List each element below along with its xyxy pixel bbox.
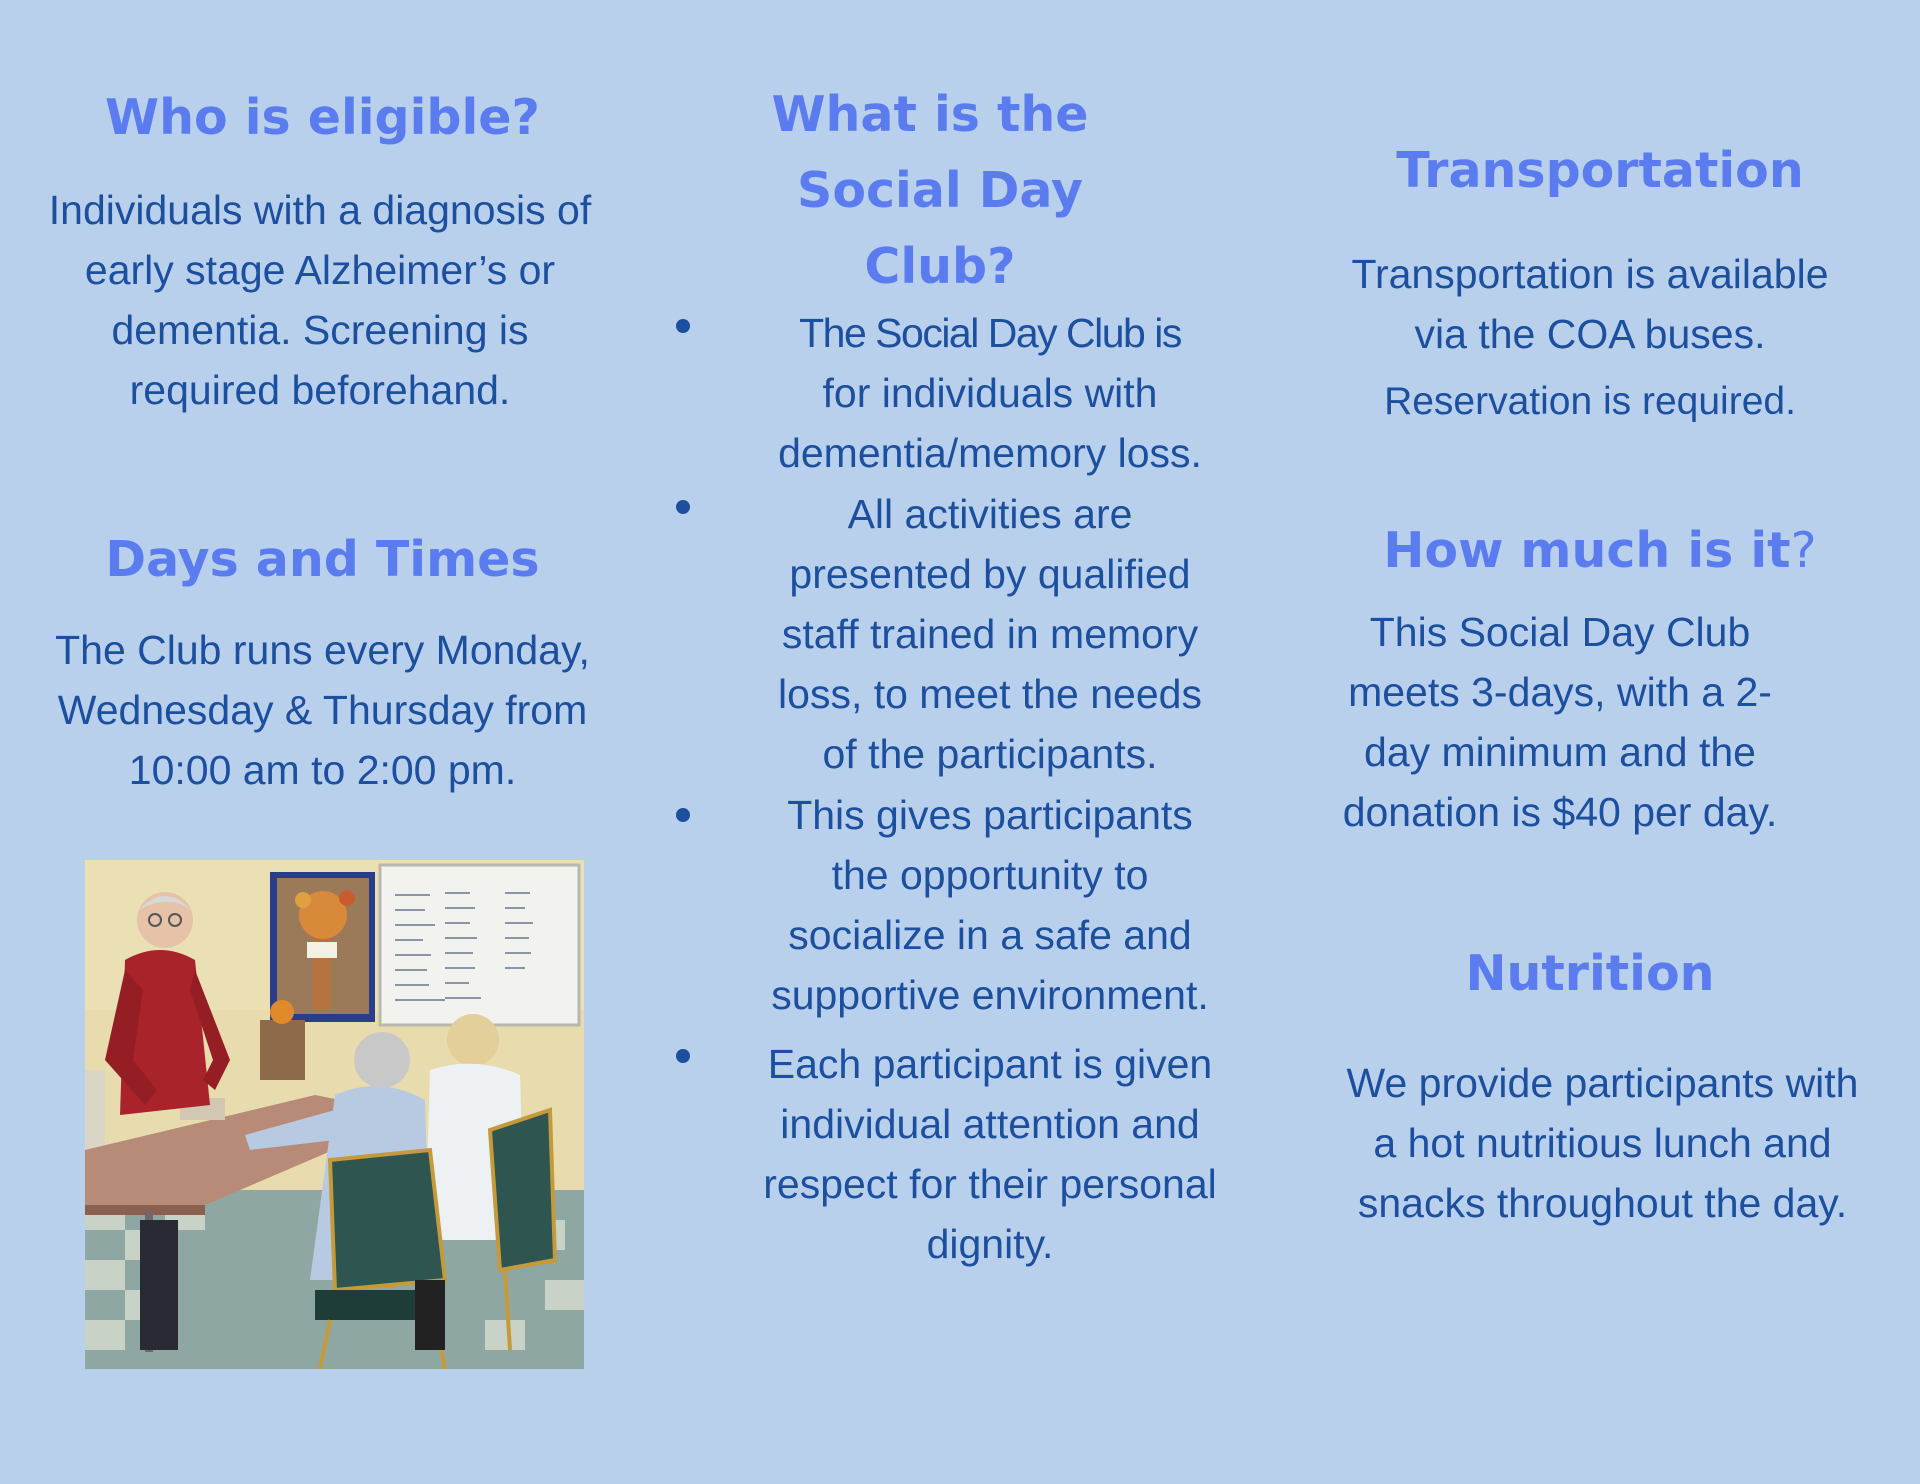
- club-bullet-1: [720, 303, 1260, 483]
- bullet-line: All activities are: [847, 491, 1133, 537]
- days-times-line: Wednesday & Thursday from: [57, 687, 588, 733]
- bullet-line: The Social Day Club is: [799, 310, 1181, 356]
- club-activity-illustration: [85, 860, 584, 1369]
- bullet-line: the opportunity to: [831, 852, 1149, 898]
- club-bullet-2: [720, 484, 1260, 784]
- bullet-line: individual attention and: [780, 1101, 1200, 1147]
- cost-text: [1290, 602, 1830, 842]
- bullet-line: supportive environment.: [771, 972, 1209, 1018]
- nutrition-line: snacks throughout the day.: [1357, 1180, 1848, 1226]
- social-day-club-heading: [740, 77, 1180, 305]
- bullet-line: dementia/memory loss.: [778, 430, 1202, 476]
- days-times-line: 10:00 am to 2:00 pm.: [128, 747, 517, 793]
- nutrition-text: [1330, 1053, 1875, 1233]
- eligibility-line: dementia. Screening is: [111, 307, 529, 353]
- bullet-line: socialize in a safe and: [788, 912, 1192, 958]
- heading-line: Social Day: [797, 162, 1083, 219]
- transportation-text: [1320, 244, 1860, 364]
- reservation-note: Reservation is required.: [1384, 380, 1796, 423]
- nutrition-heading: Nutrition: [1465, 945, 1715, 1002]
- cost-heading-mark: ?: [1790, 522, 1817, 579]
- cost-line: day minimum and the: [1364, 729, 1756, 775]
- bullet-line: dignity.: [926, 1221, 1054, 1267]
- cost-line: This Social Day Club: [1369, 609, 1751, 655]
- transportation-heading: Transportation: [1396, 142, 1804, 199]
- bullet-line: This gives participants: [787, 792, 1193, 838]
- eligibility-line: early stage Alzheimer’s or: [84, 247, 556, 293]
- eligibility-heading: Who is eligible?: [105, 89, 540, 146]
- eligibility-line: required beforehand.: [129, 367, 511, 413]
- club-activity-photo: [85, 860, 584, 1369]
- cost-line: donation is $40 per day.: [1342, 789, 1778, 835]
- nutrition-line: a hot nutritious lunch and: [1373, 1120, 1832, 1166]
- days-times-text: [20, 620, 625, 800]
- club-bullet-3: [720, 785, 1260, 1025]
- bullet-line: staff trained in memory: [781, 611, 1199, 657]
- bullet-dot: [676, 808, 690, 822]
- eligibility-line: Individuals with a diagnosis of: [48, 187, 592, 233]
- transportation-line: via the COA buses.: [1414, 311, 1766, 357]
- cost-heading-text: How much is it: [1383, 522, 1791, 579]
- days-times-heading: Days and Times: [105, 531, 540, 588]
- bullet-line: for individuals with: [822, 370, 1158, 416]
- nutrition-line: We provide participants with: [1346, 1060, 1859, 1106]
- bullet-line: presented by qualified: [789, 551, 1191, 597]
- cost-line: meets 3-days, with a 2-: [1348, 669, 1772, 715]
- heading-line: Club?: [864, 238, 1016, 295]
- cost-heading: [1330, 513, 1870, 589]
- heading-line: What is the: [771, 86, 1089, 143]
- transportation-line: Transportation is available: [1351, 251, 1829, 297]
- bullet-line: loss, to meet the needs: [778, 671, 1202, 717]
- bullet-dot: [676, 1049, 690, 1063]
- club-bullet-4: [720, 1034, 1260, 1274]
- eligibility-text: [20, 180, 620, 420]
- bullet-line: of the participants.: [822, 731, 1158, 777]
- bullet-line: Each participant is given: [767, 1041, 1213, 1087]
- days-times-line: The Club runs every Monday,: [55, 627, 590, 673]
- bullet-dot: [676, 319, 690, 333]
- bullet-dot: [676, 500, 690, 514]
- bullet-line: respect for their personal: [763, 1161, 1217, 1207]
